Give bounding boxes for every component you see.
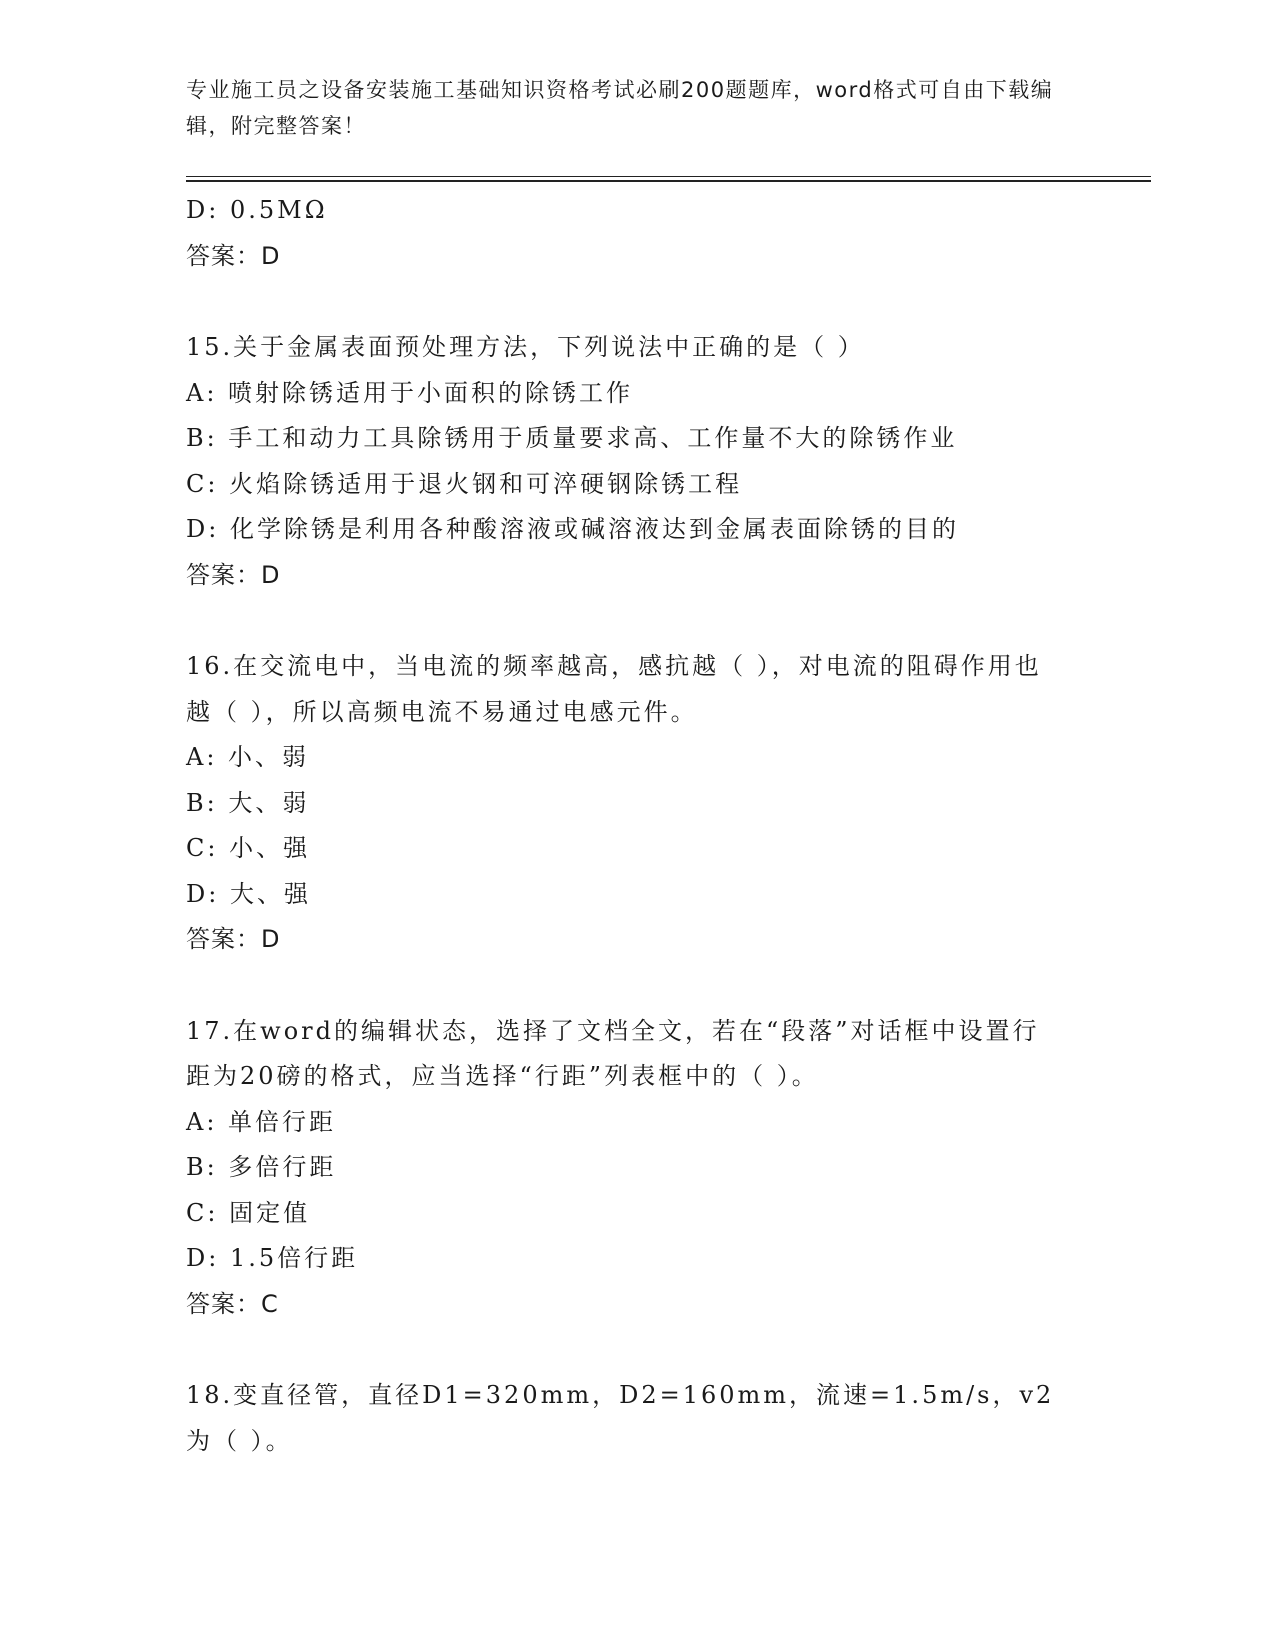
question-18 xyxy=(186,1373,1066,1464)
option-b: B: 大、弱 xyxy=(186,788,310,817)
answer-line: 答案：D xyxy=(186,560,281,589)
option-d: D: 大、强 xyxy=(186,879,311,908)
page-header-title: 专业施工员之设备安装施工基础知识资格考试必刷200题题库，word格式可自由下载编辑，附完整答案！ xyxy=(186,78,1054,138)
option-d: D: 0.5MΩ xyxy=(186,196,328,224)
option-a: A: 单倍行距 xyxy=(186,1107,337,1136)
question-16 xyxy=(186,644,1066,963)
option-a: A: 喷射除锈适用于小面积的除锈工作 xyxy=(186,378,634,407)
header-divider-thick xyxy=(186,180,1151,182)
answer-line: 答案：D xyxy=(186,925,281,953)
option-b: B: 多倍行距 xyxy=(186,1153,337,1181)
question-stem: 17.在word的编辑状态，选择了文档全文，若在“段落”对话框中设置行距为20磅的格式，应当选择“行距”列表框中的（ ）。 xyxy=(186,1016,1040,1090)
option-d: D: 化学除锈是利用各种酸溶液或碱溶液达到金属表面除锈的目的 xyxy=(186,515,959,543)
question-stem: 15.关于金属表面预处理方法，下列说法中正确的是（ ） xyxy=(186,333,865,361)
option-c: C: 固定值 xyxy=(186,1198,311,1227)
answer-line: 答案：C xyxy=(186,1289,279,1318)
option-c: C: 火焰除锈适用于退火钢和可淬硬钢除锈工程 xyxy=(186,469,743,498)
option-d: D: 1.5倍行距 xyxy=(186,1244,359,1272)
option-a: A: 小、弱 xyxy=(186,743,310,771)
answer-line: 答案：D xyxy=(186,241,281,270)
option-c: C: 小、强 xyxy=(186,834,311,862)
document-body xyxy=(186,188,1066,1464)
question-stem: 16.在交流电中，当电流的频率越高，感抗越（ ），对电流的阻碍作用也越（ ），所以高频电流不易通过电感元件。 xyxy=(186,652,1042,726)
question-15 xyxy=(186,325,1066,598)
question-17 xyxy=(186,1009,1066,1328)
question-stem: 18.变直径管，直径D1=320mm，D2=160mm，流速=1.5m/s，v2为（ ）。 xyxy=(186,1381,1055,1455)
header-divider-thin xyxy=(186,176,1151,177)
option-b: B: 手工和动力工具除锈用于质量要求高、工作量不大的除锈作业 xyxy=(186,424,958,452)
